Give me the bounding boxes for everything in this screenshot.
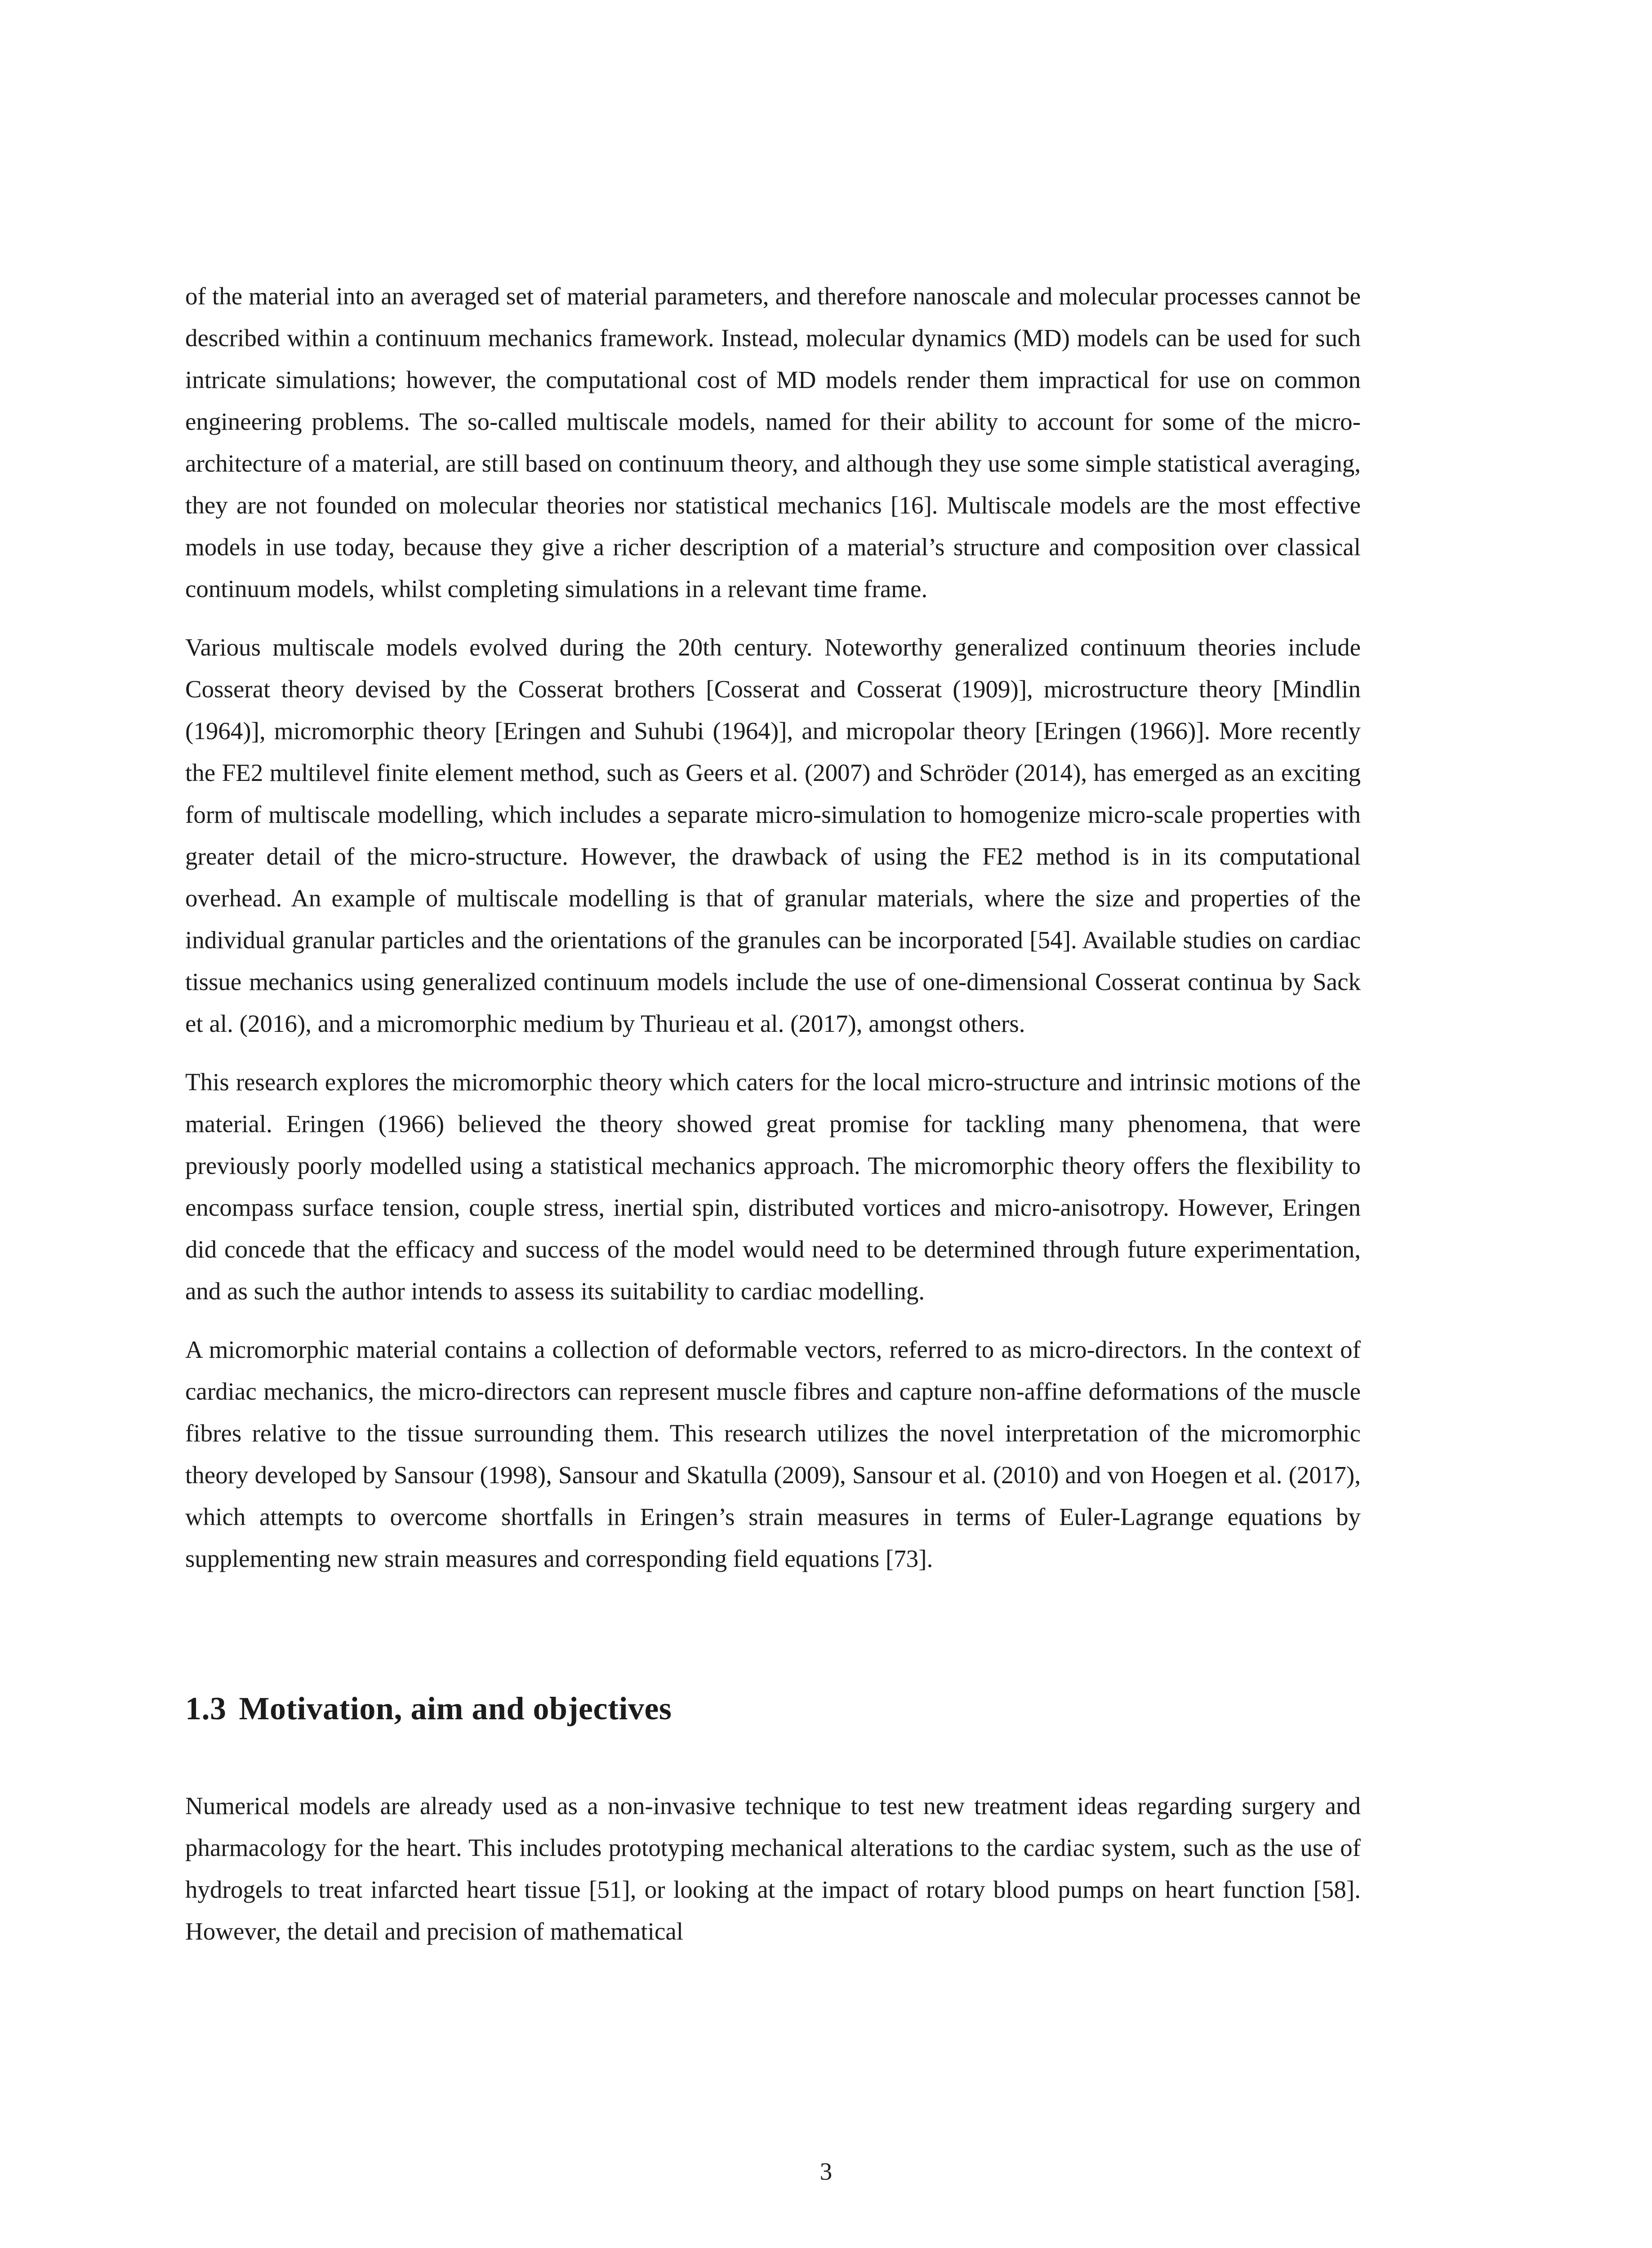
section-paragraph-1: Numerical models are already used as a non-invasive technique to test new treatment ideas regarding surgery and pharmacology for the heart. This includes prototyping mechanical alterations to the cardiac system, such as the use of hydrogels to treat infarcted heart tissue [51], or looking at the impact of rotary blood pumps on heart function [58]. However, the detail and precision of mathematical: [185, 1792, 1361, 1945]
body-paragraph-1: of the material into an averaged set of material parameters, and therefore nanoscale and molecular processes cannot be described within a continuum mechanics framework. Instead, molecular dynamics (MD) models can be used for such intricate simulations; however, the computational cost of MD models render them impractical for use on common engineering problems. The so-called multiscale models, named for their ability to account for some of the micro-architecture of a material, are still based on continuum theory, and although they use some simple statistical averaging, they are not founded on molecular theories nor statistical mechanics [16]. Multiscale models are the most effective models in use today, because they give a richer description of a material’s structure and composition over classical continuum models, whilst completing simulations in a relevant time frame.: [185, 282, 1361, 602]
page-body: [185, 275, 1361, 1969]
section-heading: [185, 1686, 1361, 1731]
section-title: Motivation, aim and objectives: [239, 1690, 672, 1726]
body-paragraph-2: Various multiscale models evolved during the 20th century. Noteworthy generalized continuum theories include Cosserat theory devised by the Cosserat brothers [Cosserat and Cosserat (1909)], microstructure theory [Mindlin (1964)], micromorphic theory [Eringen and Suhubi (1964)], and micropolar theory [Eringen (1966)]. More recently the FE2 multilevel finite element method, such as Geers et al. (2007) and Schröder (2014), has emerged as an exciting form of multiscale modelling, which includes a separate micro-simulation to homogenize micro-scale properties with greater detail of the micro-structure. However, the drawback of using the FE2 method is in its computational overhead. An example of multiscale modelling is that of granular materials, where the size and properties of the individual granular particles and the orientations of the granules can be incorporated [54]. Available studies on cardiac tissue mechanics using generalized continuum models include the use of one-dimensional Cosserat continua by Sack et al. (2016), and a micromorphic medium by Thurieau et al. (2017), amongst others.: [185, 633, 1361, 1037]
body-paragraph-4: A micromorphic material contains a collection of deformable vectors, referred to as micro-directors. In the context of cardiac mechanics, the micro-directors can represent muscle fibres and capture non-affine deformations of the muscle fibres relative to the tissue surrounding them. This research utilizes the novel interpretation of the micromorphic theory developed by Sansour (1998), Sansour and Skatulla (2009), Sansour et al. (2010) and von Hoegen et al. (2017), which attempts to overcome shortfalls in Eringen’s strain measures in terms of Euler-Lagrange equations by supplementing new strain measures and corresponding field equations [73].: [185, 1336, 1361, 1572]
body-paragraph-3: This research explores the micromorphic theory which caters for the local micro-structure and intrinsic motions of the material. Eringen (1966) believed the theory showed great promise for tackling many phenomena, that were previously poorly modelled using a statistical mechanics approach. The micromorphic theory offers the flexibility to encompass surface tension, couple stress, inertial spin, distributed vortices and micro-anisotropy. However, Eringen did concede that the efficacy and success of the model would need to be determined through future experimentation, and as such the author intends to assess its suitability to cardiac modelling.: [185, 1068, 1361, 1305]
page-number: 3: [819, 2158, 833, 2185]
section-number: 1.3: [185, 1690, 227, 1726]
